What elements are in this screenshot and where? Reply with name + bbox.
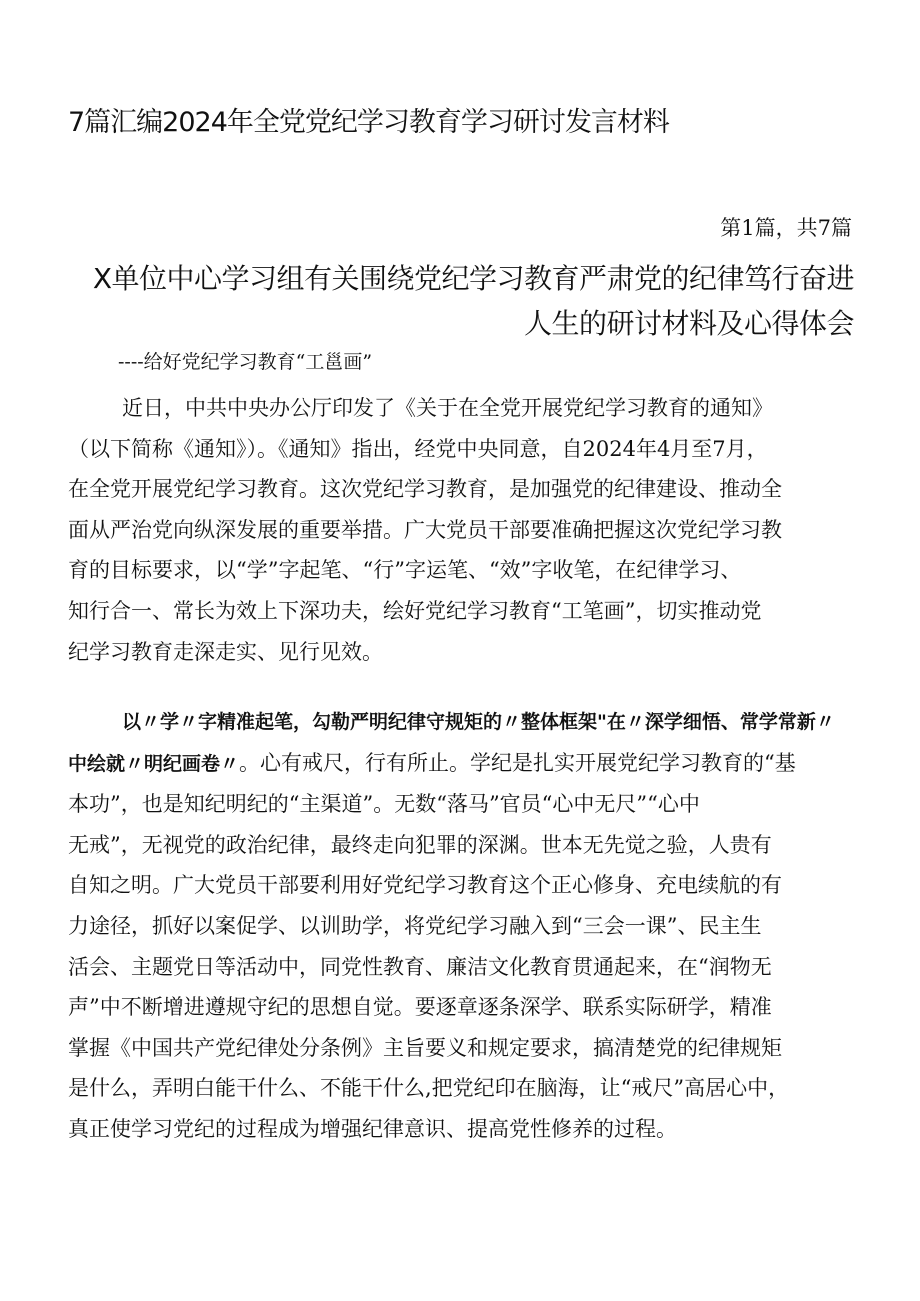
paragraph-line: 知行合一、常长为效上下深功夫，绘好党纪学习教育“工笔画”，切实推动党 <box>68 598 762 623</box>
article-subtitle: ----给好党纪学习教育“工邕画” <box>118 351 373 373</box>
paragraph-bold-heading-end: 中绘就〃明纪画卷〃 <box>68 752 240 775</box>
paragraph-study <box>68 702 864 1150</box>
paragraph-line: 力途径，抓好以案促学、以训助学，将党纪学习融入到“三会一课”、民主生 <box>68 913 762 938</box>
paragraph-line: 面从严治党向纵深发展的重要举措。广大党员干部要准确把握这次党纪学习教 <box>68 517 782 542</box>
article-title-line-1: X单位中心学习组有关围绕党纪学习教育严肃党的纪律笃行奋进 <box>92 262 854 295</box>
article-title <box>60 256 854 346</box>
paragraph-line: 育的目标要求，以“学”字起笔、“行”字运笔、“效”字收笔，在纪律学习、 <box>68 558 742 583</box>
paragraph-bold-heading: 以〃学〃字精准起笔，勾勒严明纪律守规矩的〃整体框架"在〃深学细悟、常学常新〃 <box>122 711 835 733</box>
paragraph-line: 无戒”，无视党的政治纪律，最终走向犯罪的深渊。世本无先觉之验，人贵有 <box>68 832 772 857</box>
article-title-line-2: 人生的研讨材料及心得体会 <box>523 307 854 340</box>
paragraph-line: （以下简称《通知》）。《通知》指出，经党中央同意，自2024年4月至7月， <box>68 436 768 461</box>
paragraph-line <box>68 743 864 785</box>
paragraph-intro <box>68 388 864 672</box>
part-indicator: 第1篇，共7篇 <box>720 216 852 240</box>
paragraph-line: 真正使学习党纪的过程成为增强纪律意识、提高党性修养的过程。 <box>68 1116 677 1141</box>
paragraph-line-text: 。心有戒尺，行有所止。学纪是扎实开展党纪学习教育的“基 <box>239 750 796 775</box>
paragraph-line: 本功”，也是知纪明纪的“主渠道”。无数“落马”官员“心中无尺”“心中 <box>68 792 700 817</box>
paragraph-line: 自知之明。广大党员干部要利用好党纪学习教育这个正心修身、充电续航的有 <box>68 873 782 898</box>
paragraph-line: 近日，中共中央办公厅印发了《关于在全党开展党纪学习教育的通知》 <box>122 396 773 420</box>
paragraph-line: 在全党开展党纪学习教育。这次党纪学习教育，是加强党的纪律建设、推动全 <box>68 477 782 502</box>
paragraph-line: 声”中不断增进遵规守纪的思想自觉。要逐章逐条深学、联系实际研学，精准 <box>68 995 772 1020</box>
paragraph-line: 活会、主题党日等活动中，同党性教育、廉洁文化教育贯通起来，在“润物无 <box>68 954 772 979</box>
paragraph-line: 是什么，弄明白能干什么、不能干什么,把党纪印在脑海，让“戒尺”高居心中， <box>68 1076 790 1101</box>
paragraph-line: 掌握《中国共产党纪律处分条例》主旨要义和规定要求，搞清楚党的纪律规矩 <box>68 1035 782 1060</box>
document-title: 7篇汇编2024年全党党纪学习教育学习研讨发言材料 <box>68 107 669 138</box>
paragraph-line: 纪学习教育走深走实、见行见效。 <box>68 639 383 664</box>
